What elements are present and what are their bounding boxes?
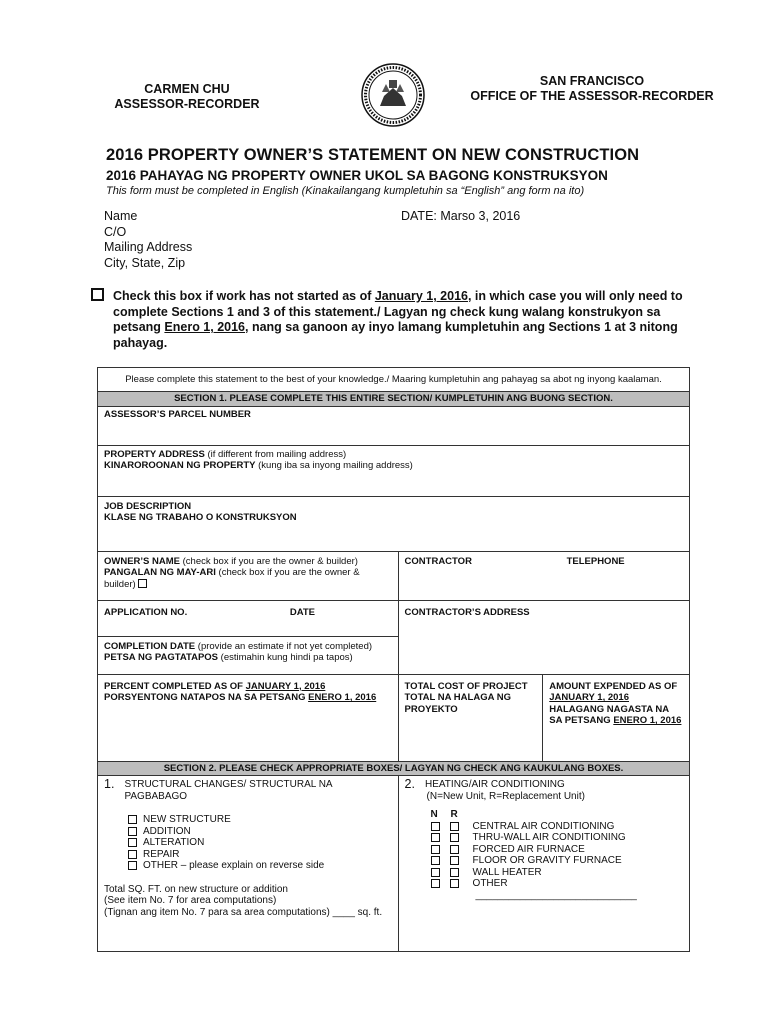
other-replacement-checkbox[interactable]	[450, 879, 459, 888]
city-seal-icon	[360, 62, 426, 128]
heating-heading: HEATING/AIR CONDITIONING	[424, 779, 565, 790]
wall-heater-new-checkbox[interactable]	[431, 868, 440, 877]
structural-changes-cell	[98, 776, 399, 952]
owner-name-note-tl: (check box if you are the owner & builder)	[104, 567, 360, 590]
thru-wall-label: THRU-WALL AIR CONDITIONING	[472, 832, 626, 843]
wall-heater-label: WALL HEATER	[472, 866, 542, 878]
floor-gravity-new-checkbox[interactable]	[431, 856, 440, 865]
thru-wall-new-checkbox[interactable]	[431, 833, 440, 842]
hvac-wall-heater	[431, 867, 683, 879]
structural-changes-heading: STRUCTURAL CHANGES/ STRUCTURAL NA PAGBABAGO	[124, 779, 333, 802]
percent-date-tl: ENERO 1, 2016	[308, 692, 377, 703]
section-1-header: SECTION 1. PLEASE COMPLETE THIS ENTIRE SECTION/ KUMPLETUHIN ANG BUONG SECTION.	[98, 392, 690, 407]
item-1-number: 1.	[104, 777, 115, 791]
heating-legend: (N=New Unit, R=Replacement Unit)	[426, 790, 585, 802]
new-unit-header: N	[430, 809, 438, 820]
structural-options	[128, 814, 392, 872]
form-subtitle: 2016 PAHAYAG NG PROPERTY OWNER UKOL SA BAGONG KONSTRUKSYON	[106, 168, 608, 183]
heating-cell	[398, 776, 689, 952]
total-sqft-field[interactable]	[104, 884, 392, 919]
assessor-name-block	[114, 82, 260, 112]
hvac-central-air	[431, 821, 683, 833]
job-description-label-tl: KLASE NG TRABAHO O KONSTRUKSYON	[104, 512, 297, 523]
completion-date-label: COMPLETION DATE	[104, 640, 196, 652]
percent-label-tl: PORSYENTONG NATAPOS NA SA PETSANG	[104, 692, 309, 703]
section-2-header: SECTION 2. PLEASE CHECK APPROPRIATE BOXES/ LAGYAN NG CHECK ANG KAUKULANG BOXES.	[98, 761, 690, 776]
new-structure-checkbox[interactable]	[128, 815, 137, 824]
sqft-note: (See item No. 7 for area computations)	[104, 895, 277, 906]
amount-date: JANUARY 1, 2016	[549, 692, 629, 703]
item-2-number: 2.	[404, 777, 415, 791]
notice-text-3: , nang sa ganoon ay inyo lamang kumpletuhin ang Sections 1 at 3 nitong pahayag.	[113, 320, 678, 350]
property-address-field[interactable]	[98, 445, 690, 496]
floor-gravity-replacement-checkbox[interactable]	[450, 856, 459, 865]
amount-label-tl: HALAGANG NAGASTA NA SA PETSANG	[549, 703, 669, 726]
other-new-checkbox[interactable]	[431, 879, 440, 888]
alteration-checkbox[interactable]	[128, 838, 137, 847]
office-city: SAN FRANCISCO	[539, 74, 645, 88]
repair-label: REPAIR	[143, 848, 180, 860]
completion-date-label-tl: PETSA NG PAGTATAPOS	[104, 652, 219, 663]
total-cost-field[interactable]	[398, 674, 543, 761]
assessor-title: ASSESSOR-RECORDER	[114, 97, 260, 111]
name-field: Name	[104, 209, 138, 223]
percent-completed-field[interactable]	[98, 674, 399, 761]
option-new-structure[interactable]	[128, 814, 392, 826]
central-air-new-checkbox[interactable]	[431, 822, 440, 831]
thru-wall-replacement-checkbox[interactable]	[450, 833, 459, 842]
address-block	[104, 209, 192, 271]
contractor-field[interactable]	[398, 551, 689, 600]
application-date-label: DATE	[289, 606, 316, 618]
hvac-thru-wall	[431, 832, 683, 844]
forced-air-label: FORCED AIR FURNACE	[472, 843, 585, 855]
central-air-replacement-checkbox[interactable]	[450, 822, 459, 831]
office-name: OFFICE OF THE ASSESSOR-RECORDER	[470, 89, 714, 103]
amount-expended-field[interactable]	[543, 674, 690, 761]
hvac-options	[431, 809, 683, 901]
option-repair[interactable]	[128, 849, 392, 861]
telephone-label: TELEPHONE	[566, 555, 625, 567]
office-block	[452, 74, 732, 104]
statement-date: DATE: Marso 3, 2016	[401, 209, 521, 223]
notice-text-1: Check this box if work has not started as of	[113, 289, 375, 303]
hvac-floor-gravity	[431, 855, 683, 867]
total-cost-label-tl: TOTAL NA HALAGA NG PROYEKTO	[404, 692, 511, 715]
other-label: OTHER – please explain on reverse side	[143, 860, 325, 871]
hvac-other	[431, 878, 683, 890]
notice-date-1: January 1, 2016	[374, 289, 468, 303]
job-description-field[interactable]	[98, 496, 690, 551]
completion-date-field[interactable]	[98, 636, 399, 674]
sqft-note-tl: (Tignan ang item No. 7 para sa area computations) ____ sq. ft.	[104, 906, 383, 918]
form-title: 2016 PROPERTY OWNER’S STATEMENT ON NEW CONSTRUCTION	[106, 146, 640, 164]
form-intro: Please complete this statement to the best of your knowledge./ Maaring kumpletuhin ang pahayag sa abot ng inyong kaalaman.	[98, 368, 690, 392]
notice-date-2: Enero 1, 2016	[164, 320, 246, 334]
completion-date-note-tl: (estimahin kung hindi pa tapos)	[218, 652, 353, 663]
property-address-label: PROPERTY ADDRESS	[104, 448, 205, 460]
application-field[interactable]	[98, 600, 399, 636]
owner-name-note: (check box if you are the owner & builder)	[180, 555, 358, 567]
city-state-zip-field: City, State, Zip	[104, 255, 186, 270]
owner-name-field[interactable]	[98, 551, 399, 600]
replacement-unit-header: R	[450, 809, 458, 820]
amount-date-tl: ENERO 1, 2016	[613, 715, 682, 726]
option-alteration[interactable]	[128, 837, 392, 849]
property-address-label-tl: KINAROROONAN NG PROPERTY	[104, 460, 256, 471]
alteration-label: ALTERATION	[143, 837, 205, 848]
contractor-address-field[interactable]: CONTRACTOR’S ADDRESS	[398, 600, 689, 674]
other-checkbox[interactable]	[128, 861, 137, 870]
contractor-label: CONTRACTOR	[404, 555, 472, 567]
owner-name-label: OWNER’S NAME	[104, 555, 180, 567]
not-started-notice	[113, 289, 693, 351]
central-air-label: CENTRAL AIR CONDITIONING	[472, 820, 615, 832]
english-note: This form must be completed in English (Kinakailangang kumpletuhin sa “English” ang form na ito)	[106, 185, 585, 197]
new-structure-label: NEW STRUCTURE	[143, 814, 231, 825]
completion-date-note: (provide an estimate if not yet completed)	[195, 640, 373, 652]
floor-gravity-label: FLOOR OR GRAVITY FURNACE	[472, 855, 622, 866]
addition-label: ADDITION	[143, 825, 191, 837]
job-description-label: JOB DESCRIPTION	[104, 500, 192, 512]
forced-air-new-checkbox[interactable]	[431, 845, 440, 854]
application-number-label: APPLICATION NO.	[104, 606, 188, 618]
property-address-note: (if different from mailing address)	[204, 448, 347, 460]
addition-checkbox[interactable]	[128, 827, 137, 836]
percent-date: JANUARY 1, 2016	[245, 680, 326, 692]
statement-form	[97, 367, 690, 952]
notice-text-2: , in which case you will only need to complete Sections 1 and 3 of this statement./ Lagyan ng check kung walang konstrukyon sa petsang	[113, 289, 683, 334]
percent-label: PERCENT COMPLETED AS OF	[104, 680, 246, 692]
parcel-number-field[interactable]: ASSESSOR’S PARCEL NUMBER	[98, 406, 690, 445]
owner-builder-checkbox[interactable]	[138, 579, 147, 588]
sqft-label: Total SQ. FT. on new structure or addition	[104, 883, 288, 895]
hvac-other-line[interactable]: _____________________________	[475, 889, 637, 901]
amount-label: AMOUNT EXPENDED AS OF	[549, 680, 678, 692]
not-started-checkbox[interactable]	[91, 288, 104, 301]
total-cost-label: TOTAL COST OF PROJECT	[404, 680, 528, 692]
hvac-forced-air	[431, 844, 683, 856]
hvac-other-label: OTHER	[472, 878, 508, 889]
owner-name-label-tl: PANGALAN NG MAY-ARI	[104, 567, 216, 578]
mailing-address-field: Mailing Address	[104, 240, 193, 254]
option-addition[interactable]	[128, 826, 392, 838]
wall-heater-replacement-checkbox[interactable]	[450, 868, 459, 877]
co-field: C/O	[104, 224, 127, 239]
option-other[interactable]	[128, 860, 392, 872]
forced-air-replacement-checkbox[interactable]	[450, 845, 459, 854]
repair-checkbox[interactable]	[128, 850, 137, 859]
property-address-note-tl: (kung iba sa inyong mailing address)	[255, 460, 413, 471]
assessor-name: CARMEN CHU	[144, 82, 230, 96]
